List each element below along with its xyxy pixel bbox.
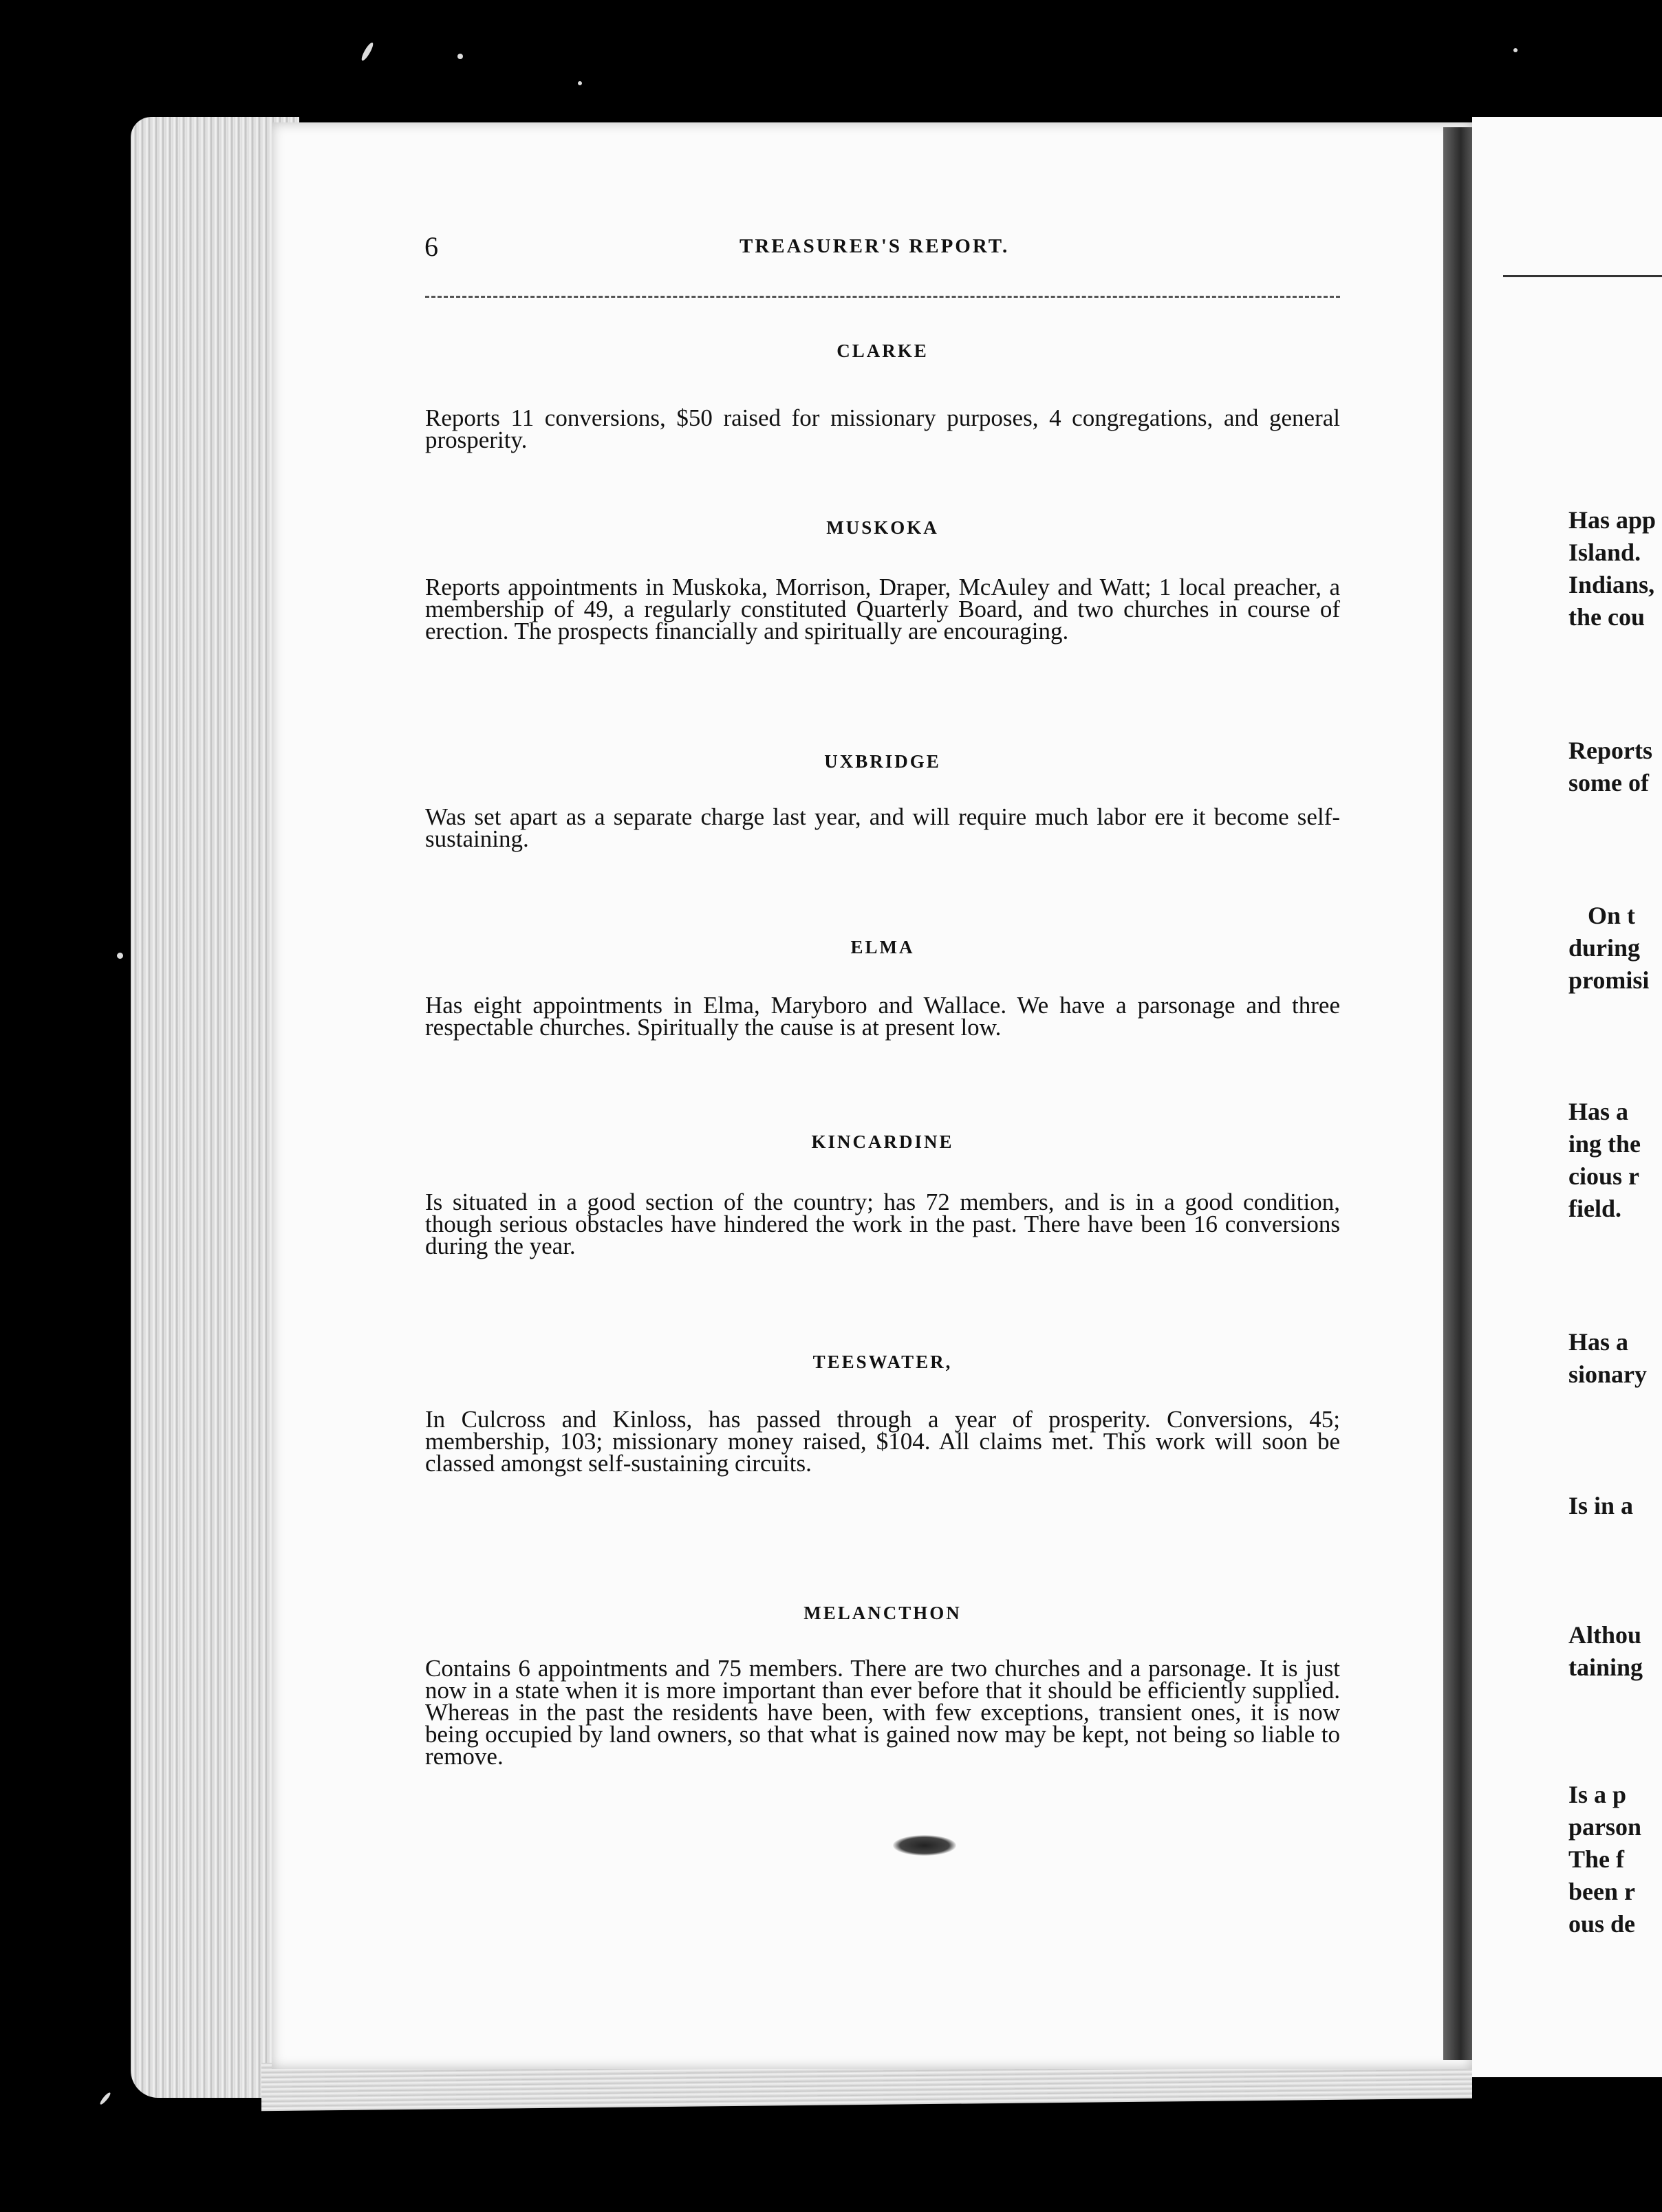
facing-line: Has a xyxy=(1568,1098,1629,1125)
section-heading-muskoka: MUSKOKA xyxy=(826,517,939,538)
facing-line: taining xyxy=(1568,1653,1643,1681)
facing-page xyxy=(1472,117,1662,2077)
book-gutter xyxy=(1443,127,1472,2060)
page-number: 6 xyxy=(424,231,438,262)
section-heading-uxbridge: UXBRIDGE xyxy=(824,751,941,772)
running-head: TREASURER'S REPORT. xyxy=(740,235,1010,257)
section-heading-elma: ELMA xyxy=(850,937,915,957)
scan-speck xyxy=(457,54,463,59)
facing-line: sionary xyxy=(1568,1360,1648,1388)
section-heading-kincardine: KINCARDINE xyxy=(811,1131,954,1152)
scan-speck xyxy=(360,41,375,62)
facing-header-rule xyxy=(1503,275,1662,277)
facing-line: Has app xyxy=(1568,506,1656,534)
facing-line: cious r xyxy=(1568,1162,1639,1190)
facing-line: Is in a xyxy=(1568,1492,1634,1519)
section-body-muskoka: Reports appointments in Muskoka, Morrison, Draper, McAuley and Watt; 1 local preacher, a membership of 49, a regularly constituted Quarterly Board, and two churches in course of erection. The prospects financially and spiritually are encouraging. xyxy=(425,574,1340,644)
scan-speck xyxy=(578,81,582,85)
facing-line: Indians, xyxy=(1568,571,1655,598)
section-body-teeswater: In Culcross and Kinloss, has passed through a year of prosperity. Conversions, 45; membership, 103; missionary money raised, $104. All claims met. This work will soon be classed amongst self-sustaining circuits. xyxy=(425,1406,1340,1477)
section-heading-clarke: CLARKE xyxy=(837,340,929,361)
facing-line: parson xyxy=(1568,1813,1642,1841)
section-body-kincardine: Is situated in a good section of the country; has 72 members, and is in a good condition, though serious obstacles have hindered the work in the past. There have been 16 conversions during the year. xyxy=(425,1189,1340,1259)
facing-line: ous de xyxy=(1568,1910,1636,1938)
facing-line: Is a p xyxy=(1568,1781,1627,1808)
facing-line: Island. xyxy=(1568,539,1641,566)
section-body-melancthon: Contains 6 appointments and 75 members. There are two churches and a parsonage. It is just now in a state when it is more important than ever before that it should be efficiently supplied. Whereas in the past the residents have been, with few exceptions, transient ones, it is now being occupied by land owners, so that what is gained now may be kept, not being so liable to remove. xyxy=(425,1655,1340,1770)
section-body-elma: Has eight appointments in Elma, Maryboro and Wallace. We have a parsonage and three respectable churches. Spiritually the cause is at present low. xyxy=(425,992,1340,1041)
facing-line: during xyxy=(1568,934,1641,962)
header-rule xyxy=(425,296,1340,298)
scan-speck xyxy=(117,953,123,959)
section-body-uxbridge: Was set apart as a separate charge last year, and will require much labor ere it become self-sustaining. xyxy=(425,803,1340,852)
facing-line: promisi xyxy=(1568,966,1650,994)
scan-speck xyxy=(1513,48,1518,52)
facing-line: The f xyxy=(1568,1845,1624,1873)
facing-line: the cou xyxy=(1568,603,1645,631)
facing-line: Althou xyxy=(1568,1621,1642,1649)
facing-line: been r xyxy=(1568,1878,1635,1905)
section-heading-teeswater: TEESWATER, xyxy=(812,1352,953,1372)
facing-line: some of xyxy=(1568,769,1649,796)
ink-ornament xyxy=(893,1835,956,1856)
scan-speck xyxy=(99,2092,112,2106)
facing-line: ing the xyxy=(1568,1130,1641,1158)
facing-line: field. xyxy=(1568,1195,1621,1222)
section-body-clarke: Reports 11 conversions, $50 raised for missionary purposes, 4 congregations, and general prosperity. xyxy=(425,404,1340,453)
facing-line: On t xyxy=(1588,902,1636,929)
facing-line: Has a xyxy=(1568,1328,1629,1356)
facing-line: Reports xyxy=(1568,737,1652,764)
section-heading-melancthon: MELANCTHON xyxy=(803,1603,962,1623)
